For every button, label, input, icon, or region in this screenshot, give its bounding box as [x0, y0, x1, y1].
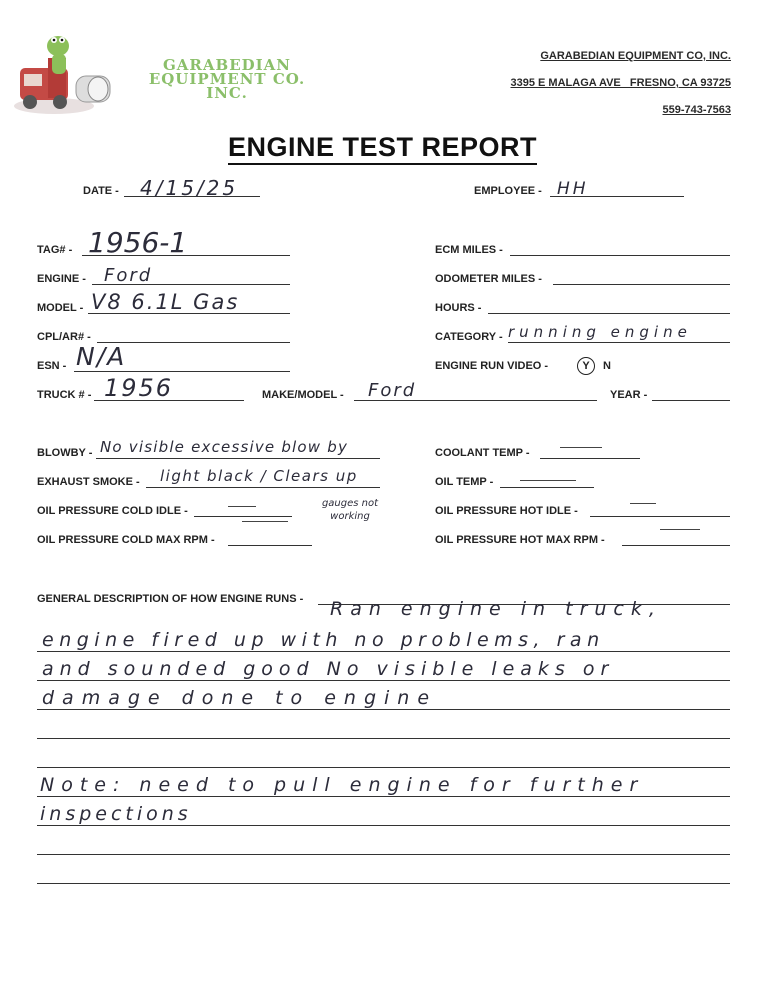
coolant-temp-dash-mark	[560, 447, 602, 448]
description-line-4	[37, 738, 730, 739]
oil-temp-label: OIL TEMP -	[435, 476, 494, 488]
ecm-miles-line	[510, 255, 730, 256]
exhaust-smoke-value[interactable]: light black / Clears up	[160, 467, 358, 485]
oil-pressure-hot-idle-label: OIL PRESSURE HOT IDLE -	[435, 505, 578, 517]
gauge-note: gauges not working	[321, 498, 379, 522]
cold-idle-dash-mark	[228, 506, 256, 507]
blowby-line	[96, 458, 380, 459]
date-label: DATE -	[83, 185, 119, 197]
oil-pressure-hot-max-line	[622, 545, 730, 546]
exhaust-smoke-label: EXHAUST SMOKE -	[37, 476, 140, 488]
oil-pressure-cold-idle-line	[194, 516, 292, 517]
make-model-value[interactable]: Ford	[368, 380, 417, 401]
description-line-8	[37, 854, 730, 855]
company-logo	[14, 28, 114, 118]
description-text-6[interactable]: inspections	[40, 803, 192, 825]
logo-text-line1: GARABEDIAN	[162, 56, 292, 74]
date-value[interactable]: 4/15/25	[140, 176, 239, 200]
video-yes-circled[interactable]: Y	[577, 357, 595, 375]
description-text-1[interactable]: engine fired up with no problems, ran	[42, 629, 605, 651]
esn-line	[74, 371, 290, 372]
oil-pressure-cold-max-label: OIL PRESSURE COLD MAX RPM -	[37, 534, 215, 546]
tag-value[interactable]: 1956-1	[88, 226, 188, 259]
year-line	[652, 400, 730, 401]
cold-idle-dash-mark-2	[242, 521, 288, 522]
model-label: MODEL -	[37, 302, 84, 314]
description-text-0[interactable]: Ran engine in truck,	[330, 598, 662, 620]
make-model-label: MAKE/MODEL -	[262, 389, 344, 401]
esn-value[interactable]: N/A	[76, 342, 127, 371]
hot-idle-dash-mark	[630, 503, 656, 504]
description-line-3	[37, 709, 730, 710]
oil-temp-line	[500, 487, 594, 488]
description-line-6	[37, 796, 730, 797]
description-text-2[interactable]: and sounded good No visible leaks or	[42, 658, 615, 680]
video-no[interactable]: N	[603, 360, 611, 372]
truck-label: TRUCK # -	[37, 389, 92, 401]
description-text-3[interactable]: damage done to engine	[42, 687, 438, 709]
frog-truck-logo-icon	[14, 28, 114, 118]
coolant-temp-label: COOLANT TEMP -	[435, 447, 530, 459]
oil-temp-dash-mark	[520, 480, 576, 481]
hot-max-dash-mark	[660, 529, 700, 530]
tag-label: TAG# -	[37, 244, 73, 256]
general-description-label: GENERAL DESCRIPTION OF HOW ENGINE RUNS -	[37, 593, 304, 605]
engine-label: ENGINE -	[37, 273, 86, 285]
oil-pressure-hot-max-label: OIL PRESSURE HOT MAX RPM -	[435, 534, 605, 546]
hours-line	[488, 313, 730, 314]
blowby-label: BLOWBY -	[37, 447, 93, 459]
ecm-miles-label: ECM MILES -	[435, 244, 503, 256]
category-label: CATEGORY -	[435, 331, 503, 343]
exhaust-smoke-line	[146, 487, 380, 488]
company-address: 3395 E MALAGA AVE FRESNO, CA 93725	[510, 77, 731, 89]
oil-pressure-cold-max-line	[228, 545, 312, 546]
category-value[interactable]: running engine	[508, 323, 692, 341]
truck-value[interactable]: 1956	[104, 374, 174, 402]
employee-value[interactable]: HH	[557, 179, 589, 199]
odometer-miles-line	[553, 284, 730, 285]
odometer-miles-label: ODOMETER MILES -	[435, 273, 542, 285]
category-line	[508, 342, 730, 343]
company-phone: 559-743-7563	[662, 104, 731, 116]
description-line-7	[37, 825, 730, 826]
engine-run-video-label: ENGINE RUN VIDEO -	[435, 360, 549, 372]
year-label: YEAR -	[610, 389, 648, 401]
hours-label: HOURS -	[435, 302, 482, 314]
coolant-temp-line	[540, 458, 640, 459]
logo-text-line2: EQUIPMENT CO. INC.	[148, 70, 306, 102]
engine-value[interactable]: Ford	[104, 265, 153, 286]
model-value[interactable]: V8 6.1L Gas	[91, 290, 240, 314]
oil-pressure-cold-idle-label: OIL PRESSURE COLD IDLE -	[37, 505, 188, 517]
logo-text	[127, 58, 327, 100]
blowby-value[interactable]: No visible excessive blow by	[100, 438, 349, 456]
company-name: GARABEDIAN EQUIPMENT CO, INC.	[540, 50, 731, 62]
description-line-5	[37, 767, 730, 768]
description-line-2	[37, 680, 730, 681]
description-line-9	[37, 883, 730, 884]
esn-label: ESN -	[37, 360, 67, 372]
description-line-1	[37, 651, 730, 652]
cpl-label: CPL/AR# -	[37, 331, 91, 343]
description-text-5[interactable]: Note: need to pull engine for further	[40, 774, 645, 796]
employee-label: EMPLOYEE -	[474, 185, 542, 197]
page-title: ENGINE TEST REPORT	[0, 132, 765, 163]
oil-pressure-hot-idle-line	[590, 516, 730, 517]
